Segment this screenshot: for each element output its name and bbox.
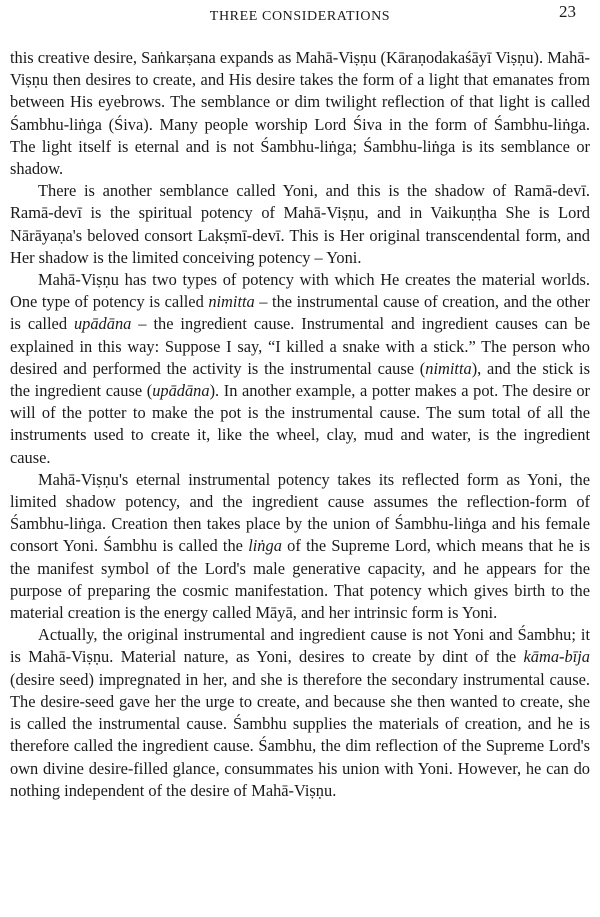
paragraph — [10, 180, 590, 269]
italic-term: upādāna — [73, 314, 132, 334]
text-run: ). In another example, a potter makes a pot. The desire or will of the potter to make the pot is the instrumental cause. The sum total of all the instruments used to create it, like the wheel, clay, mud and water, is the ingredient cause. — [10, 381, 590, 467]
text-run: of the Supreme Lord, which means that he is the manifest symbol of the Lord's male generative capacity, and he appears for the purpose of preparing the cosmic manifestation. That potency which gives birth to the material creation is the energy called Māyā, and her intrinsic form is Yoni. — [10, 536, 590, 623]
text-run: – the ingredient cause. Instrumental and ingredient causes can be explained in this way: Suppose I say, “I killed a snake with a stick.” The person who desired and performed the activity is the instrumental cause ( — [10, 314, 590, 378]
paragraph — [10, 47, 590, 180]
paragraph — [10, 624, 590, 802]
text-run: (desire seed) impregnated in her, and she is therefore the secondary instrumental cause. The desire-seed gave her the urge to create, and because she then wanted to create, she is called the instrumental cause. Śambhu supplies the materials of creation, and he is therefore called the ingredient cause. Śambhu, the dim reflection of the Supreme Lord's own divine desire-filled glance, consummates his union with Yoni. However, he can do nothing independent of the desire of Mahā-Viṣṇu. — [10, 669, 590, 800]
italic-term: liṅga — [248, 536, 282, 556]
page-number: 23 — [559, 2, 576, 21]
text-run: Mahā-Viṣṇu's eternal instrumental potency takes its reflected form as Yoni, the limited shadow potency, and the ingredient cause assumes the reflection-form of Śambhu-liṅga. Creation then takes place by the union of Śambhu-liṅga and his female consort Yoni. Śambhu is called the — [10, 469, 590, 556]
paragraph — [10, 469, 590, 624]
body-text — [10, 47, 590, 802]
italic-term: kāma-bīja — [523, 647, 590, 667]
page-header — [10, 0, 590, 24]
paragraph — [10, 269, 590, 469]
text-run: ), and the stick is the ingredient cause ( — [10, 358, 590, 401]
running-head: THREE CONSIDERATIONS — [209, 9, 391, 24]
italic-term: nimitta — [208, 292, 255, 312]
text-run: Mahā-Viṣṇu has two types of potency with which He creates the material worlds. One type of potency is called — [10, 270, 590, 312]
italic-term: nimitta — [425, 358, 472, 378]
text-run: this creative desire, Saṅkarṣana expands as Mahā-Viṣṇu (Kāraṇodakaśāyī Viṣṇu). Mahā-Viṣṇu then desires to create, and His desire takes the form of a light that emanates from between His eyebrows. The semblance or dim twilight reflection of that light is called Śambhu-liṅga (Śiva). Many people worship Lord Śiva in the form of Śambhu-liṅga. The light itself is eternal and is not Śambhu-liṅga; Śambhu-liṅga is its semblance or shadow. — [10, 48, 590, 179]
text-run: There is another semblance called Yoni, and this is the shadow of Ramā-devī. Ramā-devī is the spiritual potency of Mahā-Viṣṇu, and in Vaikuṇṭha She is Lord Nārāyaṇa's beloved consort Lakṣmī-devī. This is Her original transcendental form, and Her shadow is the limited conceiving potency – Yoni. — [10, 181, 590, 267]
italic-term: upādāna — [152, 381, 210, 401]
text-run: Actually, the original instrumental and ingredient cause is not Yoni and Śambhu; it is Mahā-Viṣṇu. Material nature, as Yoni, desires to create by dint of the — [10, 625, 590, 667]
text-run: – the instrumental cause of creation, and the other is called — [10, 292, 590, 334]
